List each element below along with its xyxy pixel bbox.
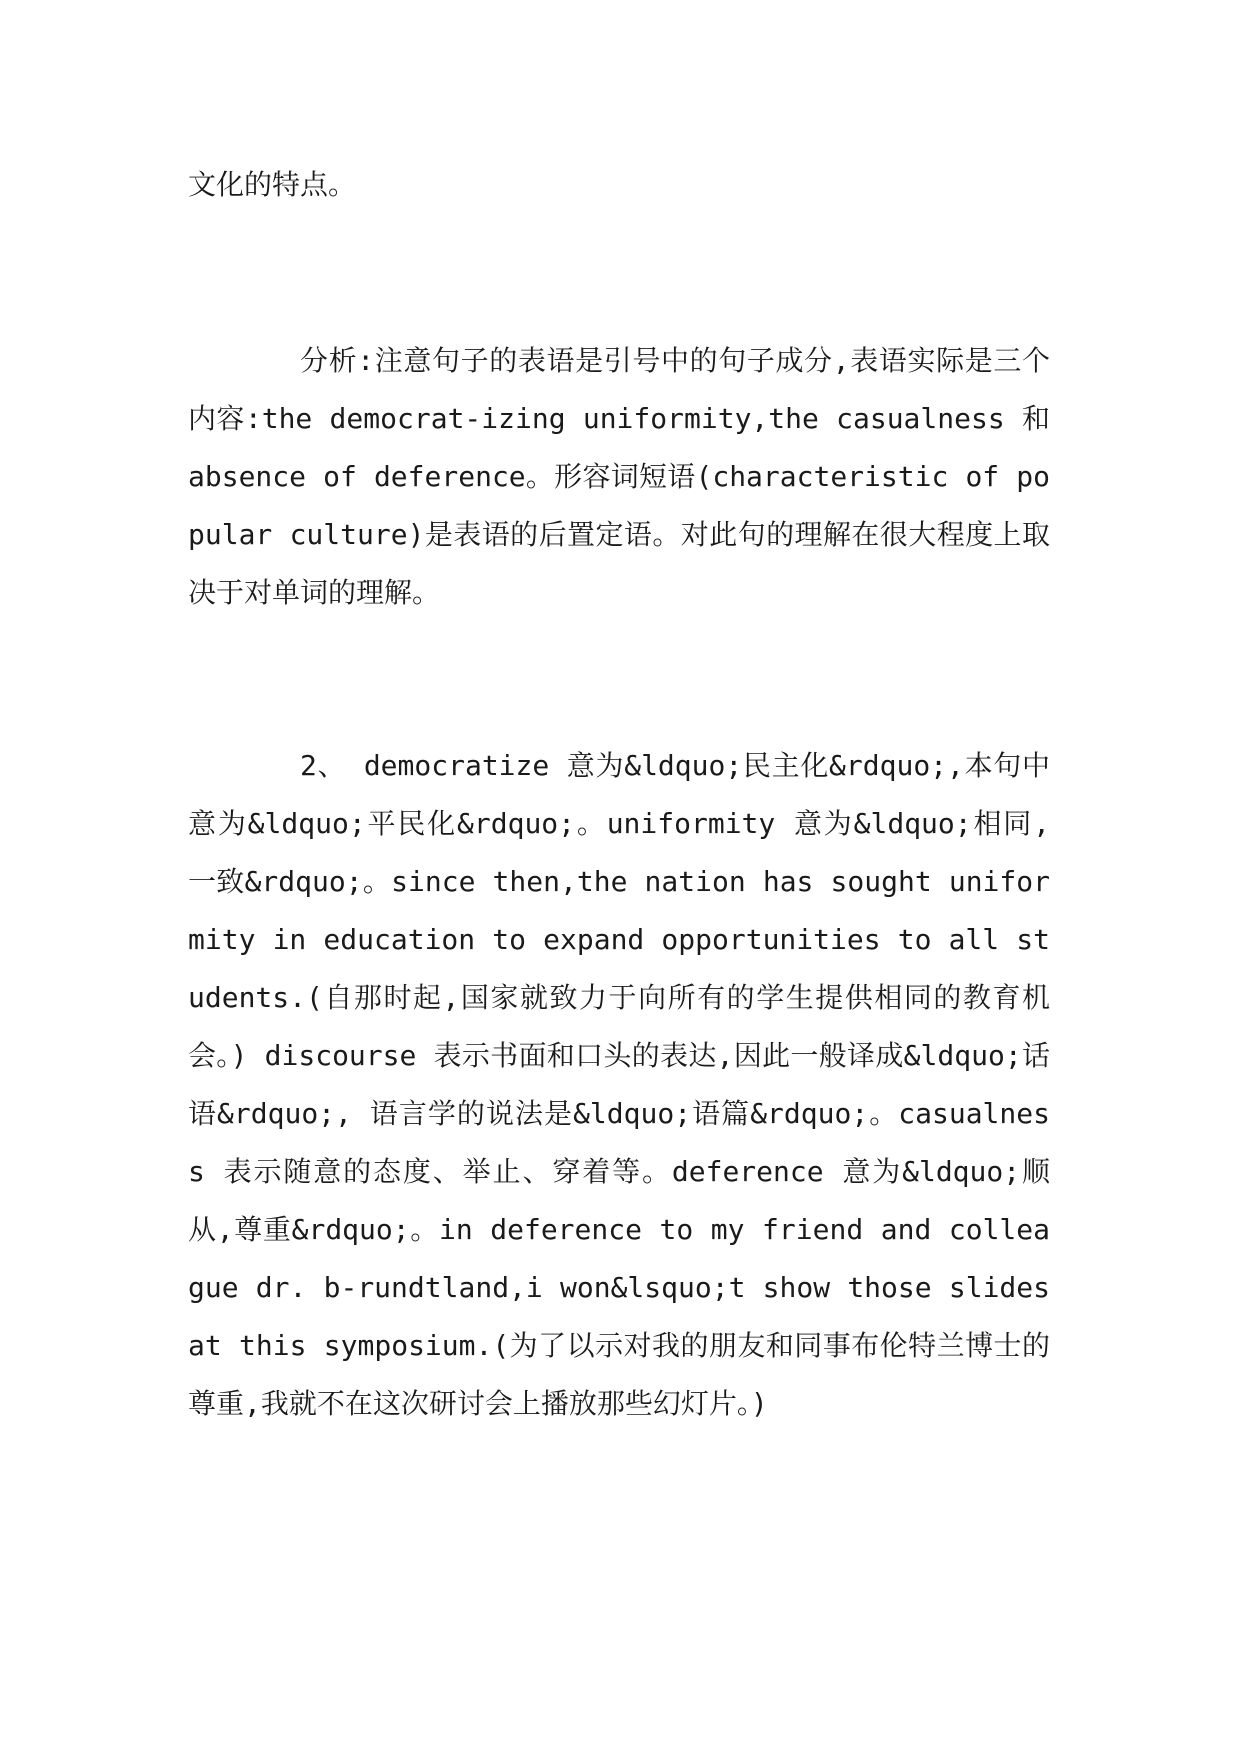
point-2-paragraph: 2、 democratize 意为&ldquo;民主化&rdquo;,本句中意为&ldquo;平民化&rdquo;。uniformity 意为&ldquo;相同,一致&rdquo;。since then,the nation has sought uniformity in education to expand opportunities to all students.(自那时起,国家就致力于向所有的学生提供相同的教育机会。) discourse 表示书面和口头的表达,因此一般译成&ldquo;话语&rdquo;, 语言学的说法是&ldquo;语篇&rdquo;。casualness 表示随意的态度、举止、穿着等。deference 意为&ldquo;顺从,尊重&rdquo;。in deference to my friend and colleague dr. b-rundtland,i won&lsquo;t show those slides at this symposium.(为了以示对我的朋友和同事布伦特兰博士的尊重,我就不在这次研讨会上播放那些幻灯片。) — [188, 749, 1050, 1420]
continuation-line: 文化的特点。 — [188, 168, 357, 201]
analysis-paragraph: 分析:注意句子的表语是引号中的句子成分,表语实际是三个内容:the democrat-izing uniformity,the casualness 和 absence of deference。形容词短语(characteristic of popular culture)是表语的后置定语。对此句的理解在很大程度上取决于对单词的理解。 — [188, 344, 1050, 609]
